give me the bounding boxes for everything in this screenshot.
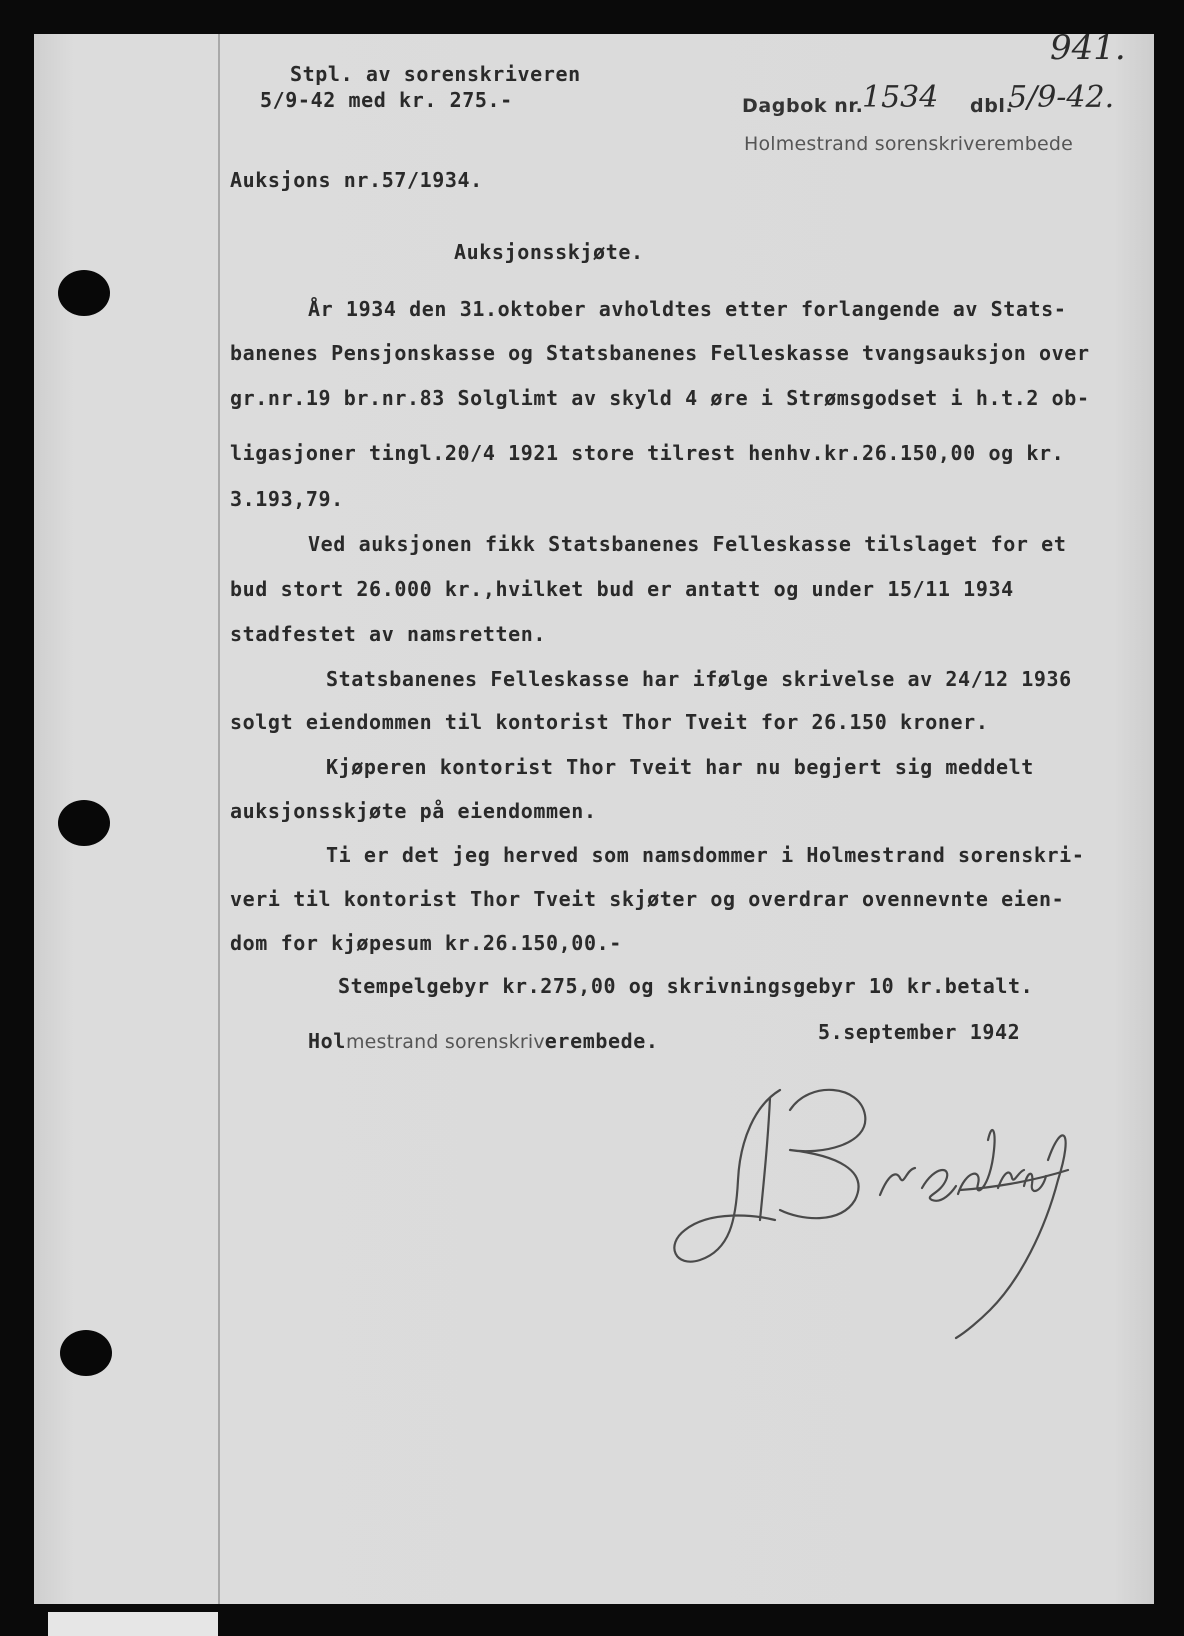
signature xyxy=(660,1070,1080,1340)
punch-hole xyxy=(60,1330,112,1376)
punch-hole xyxy=(58,800,110,846)
body-line: gr.nr.19 br.nr.83 Solglimt av skyld 4 øre i Strømsgodset i h.t.2 ob- xyxy=(230,386,1090,410)
footer-office xyxy=(308,1029,659,1054)
punch-hole xyxy=(58,270,110,316)
footer-office-suffix: erembede. xyxy=(544,1029,659,1053)
dagbok-label: Dagbok nr. xyxy=(742,95,864,117)
body-line: Ved auksjonen fikk Statsbanenes Felleskasse tilslaget for et xyxy=(308,532,1067,556)
body-line: auksjonsskjøte på eiendommen. xyxy=(230,799,597,823)
office-stamp: Holmestrand sorenskriverembede xyxy=(744,133,1073,155)
document-title: Auksjonsskjøte. xyxy=(454,240,644,264)
body-line: ligasjoner tingl.20/4 1921 store tilrest henhv.kr.26.150,00 og kr. xyxy=(230,441,1065,465)
stamp-note-line1: Stpl. av sorenskriveren xyxy=(290,62,581,86)
body-line: Ti er det jeg herved som namsdommer i Holmestrand sorenskri- xyxy=(326,843,1085,867)
auction-reference: Auksjons nr.57/1934. xyxy=(230,168,483,192)
dagbok-date: 5/9-42. xyxy=(1008,80,1115,115)
stamp-note-line2: 5/9-42 med kr. 275.- xyxy=(260,88,513,112)
dagbok-number: 1534 xyxy=(862,80,939,115)
folio-number: 941. xyxy=(1050,28,1126,68)
body-line: 3.193,79. xyxy=(230,487,344,511)
footer-office-prefix: Hol xyxy=(308,1029,346,1053)
body-line: dom for kjøpesum kr.26.150,00.- xyxy=(230,931,622,955)
body-line: Kjøperen kontorist Thor Tveit har nu begjert sig meddelt xyxy=(326,755,1034,779)
dbl-label: dbl. xyxy=(970,95,1014,117)
margin-line xyxy=(218,34,220,1604)
body-line: bud stort 26.000 kr.,hvilket bud er antatt og under 15/11 1934 xyxy=(230,577,1014,601)
body-line: banenes Pensjonskasse og Statsbanenes Felleskasse tvangsauksjon over xyxy=(230,341,1090,365)
body-line: Stempelgebyr kr.275,00 og skrivningsgebyr 10 kr.betalt. xyxy=(338,974,1034,998)
body-line: Statsbanenes Felleskasse har ifølge skrivelse av 24/12 1936 xyxy=(326,667,1072,691)
body-line: veri til kontorist Thor Tveit skjøter og overdrar ovennevnte eien- xyxy=(230,887,1065,911)
body-line: solgt eiendommen til kontorist Thor Tveit for 26.150 kroner. xyxy=(230,710,989,734)
body-line: stadfestet av namsretten. xyxy=(230,622,547,646)
footer-date: 5.september 1942 xyxy=(818,1020,1021,1044)
body-line: År 1934 den 31.oktober avholdtes etter forlangende av Stats- xyxy=(308,297,1067,321)
footer-office-stamp: mestrand sorenskriv xyxy=(345,1031,545,1053)
paper-tab xyxy=(48,1612,218,1636)
